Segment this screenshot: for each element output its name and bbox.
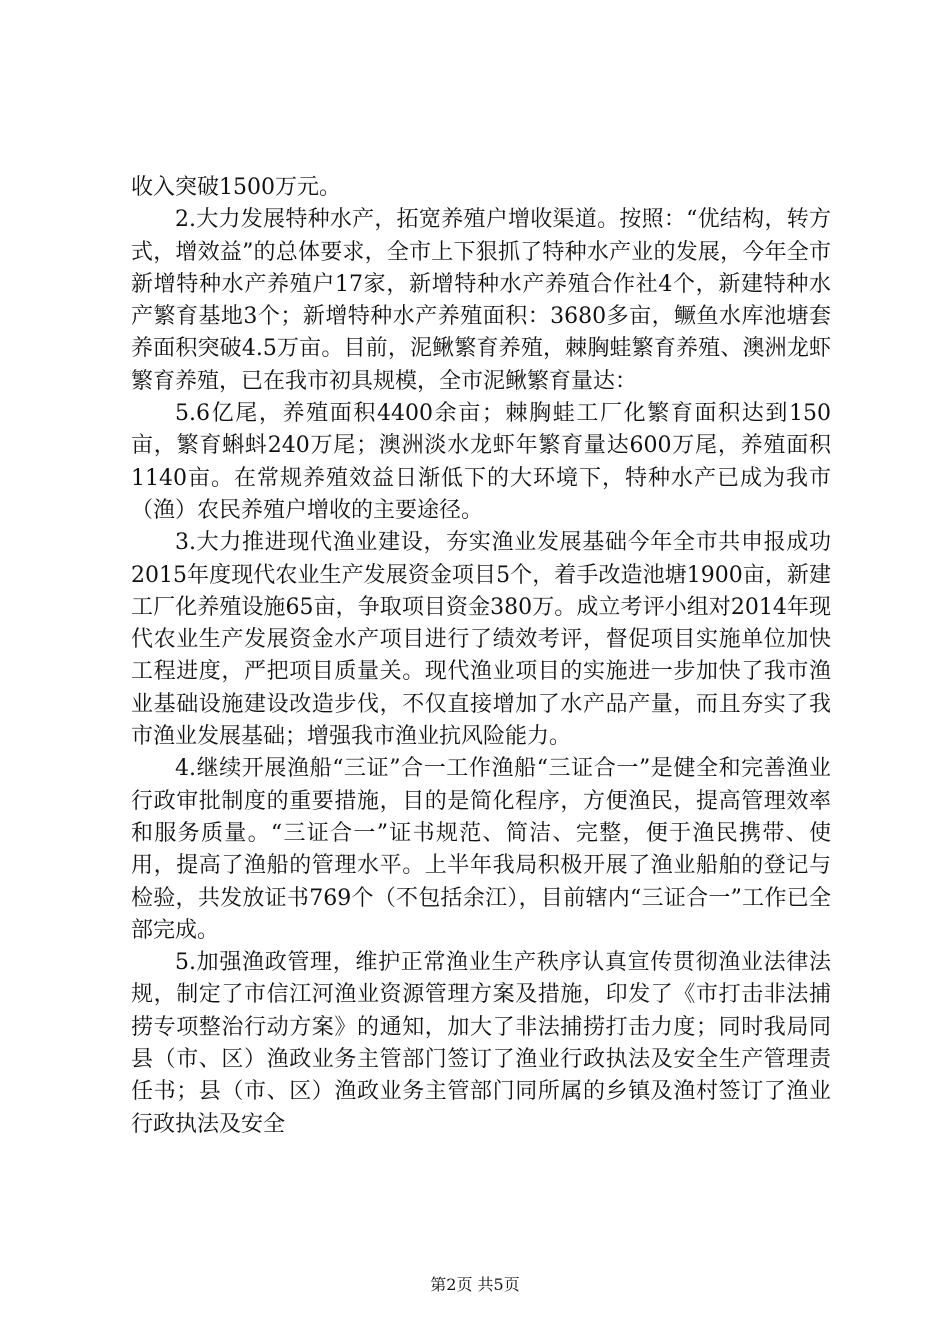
paragraph-4: 4.继续开展渔船“三证”合一工作渔船“三证合一”是健全和完善渔业行政审批制度的重要措施，目的是简化程序，方便渔民，提高管理效率和服务质量。“三证合一”证书规范、简洁、完整，便于渔民携带、使用，提高了渔船的管理水平。上半年我局积极开展了渔业船舶的登记与检验，共发放证书769个（不包括余江），目前辖内“三证合一”工作已全部完成。: [131, 756, 831, 943]
document-body: [131, 172, 831, 1141]
paragraph-5: 5.加强渔政管理，维护正常渔业生产秩序认真宣传贯彻渔业法律法规，制定了市信江河渔业资源管理方案及措施，印发了《市打击非法捕捞专项整治行动方案》的通知，加大了非法捕捞打击力度；同时我局同县（市、区）渔政业务主管部门签订了渔业行政执法及安全生产管理责任书；县（市、区）渔政业务主管部门同所属的乡镇及渔村签订了渔业行政执法及安全: [131, 950, 831, 1137]
paragraph-continuation: 收入突破1500万元。: [131, 175, 341, 200]
page-number-footer: 第2页 共5页: [430, 1275, 520, 1294]
paragraph-3: 3.大力推进现代渔业建设，夯实渔业发展基础今年全市共申报成功2015年度现代农业生产发展资金项目5个，着手改造池塘1900亩，新建工厂化养殖设施65亩，争取项目资金380万。成立考评小组对2014年现代农业生产发展资金水产项目进行了绩效考评，督促项目实施单位加快工程进度，严把项目质量关。现代渔业项目的实施进一步加快了我市渔业基础设施建设改造步伐，不仅直接增加了水产品产量，而且夯实了我市渔业发展基础；增强我市渔业抗风险能力。: [131, 530, 831, 750]
paragraph-2: 2.大力发展特种水产，拓宽养殖户增收渠道。按照：“优结构，转方式，增效益”的总体要求，全市上下狠抓了特种水产业的发展，今年全市新增特种水产养殖户17家，新增特种水产养殖合作社4个，新建特种水产繁育基地3个；新增特种水产养殖面积：3680多亩，鳜鱼水库池塘套养面积突破4.5万亩。目前，泥鳅繁育养殖，棘胸蛙繁育养殖、澳洲龙虾繁育养殖，已在我市初具规模，全市泥鳅繁育量达：: [131, 207, 831, 394]
paragraph-2-continued: 5.6亿尾，养殖面积4400余亩；棘胸蛙工厂化繁育面积达到150亩，繁育蝌蚪240万尾；澳洲淡水龙虾年繁育量达600万尾，养殖面积1140亩。在常规养殖效益日渐低下的大环境下，特种水产已成为我市（渔）农民养殖户增收的主要途径。: [131, 401, 831, 523]
